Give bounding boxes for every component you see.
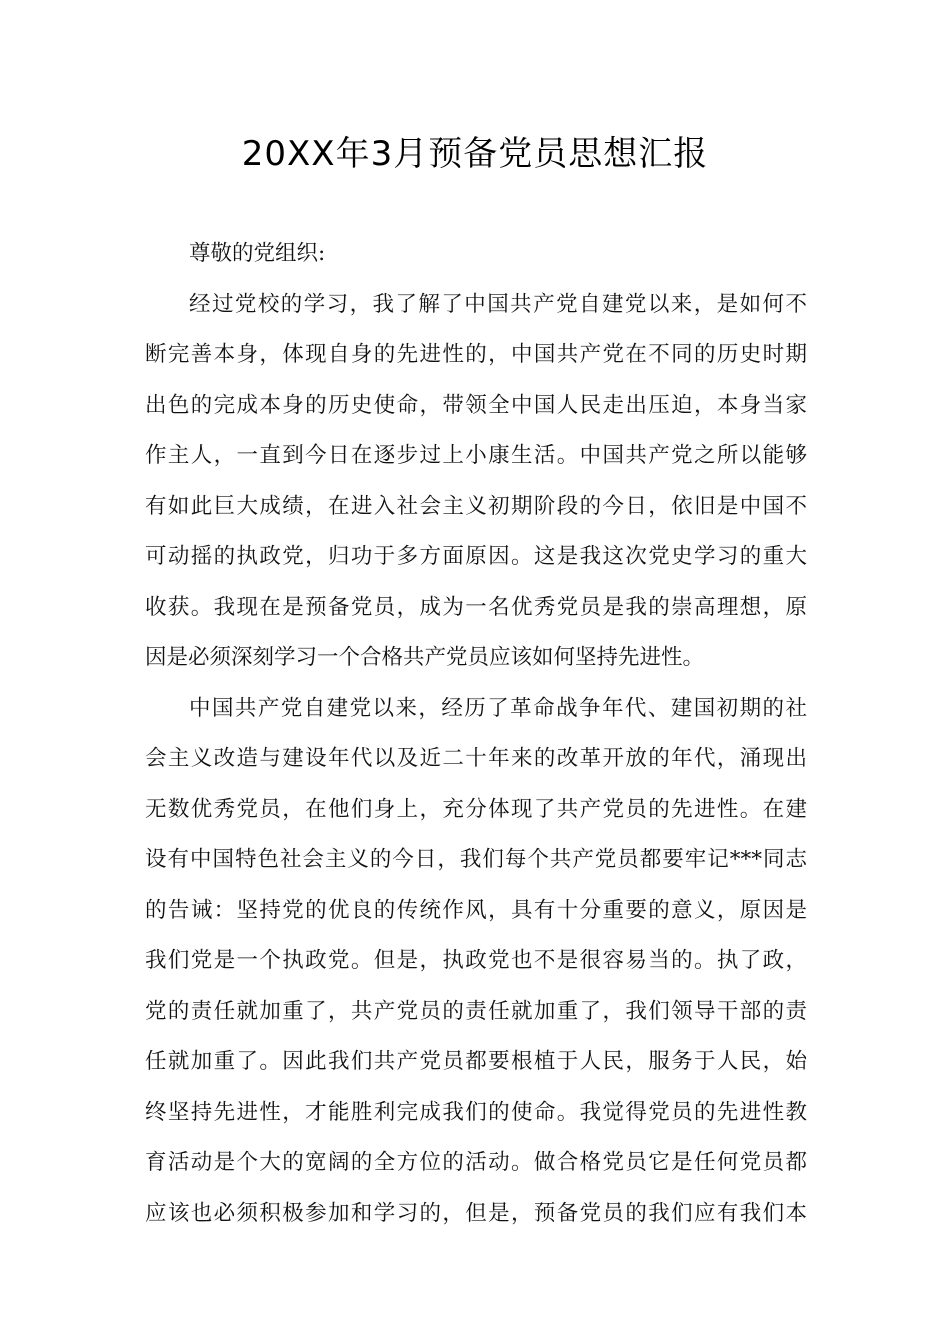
document-title: 20XX年3月预备党员思想汇报 bbox=[241, 134, 709, 174]
paragraph-line: 有如此巨大成绩，在进入社会主义初期阶段的今日，依旧是中国不 bbox=[145, 493, 807, 519]
paragraph-line: 任就加重了。因此我们共产党员都要根植于人民，服务于人民，始 bbox=[145, 1049, 807, 1074]
paragraph-line: 党的责任就加重了，共产党员的责任就加重了，我们领导干部的责 bbox=[145, 998, 807, 1024]
paragraph-line: 可动摇的执政党，归功于多方面原因。这是我这次党史学习的重大 bbox=[145, 544, 807, 569]
paragraph-line: 无数优秀党员，在他们身上，充分体现了共产党员的先进性。在建 bbox=[145, 796, 807, 822]
document-body bbox=[145, 229, 807, 1239]
salutation: 尊敬的党组织: bbox=[189, 241, 326, 266]
paragraph-1 bbox=[145, 280, 807, 684]
paragraph-line: 设有中国特色社会主义的今日，我们每个共产党员都要牢记***同志 bbox=[145, 847, 807, 872]
paragraph-line: 我们党是一个执政党。但是，执政党也不是很容易当的。执了政， bbox=[145, 948, 807, 973]
paragraph-line: 收获。我现在是预备党员，成为一名优秀党员是我的崇高理想，原 bbox=[145, 594, 807, 620]
paragraph-line: 经过党校的学习，我了解了中国共产党自建党以来，是如何不 bbox=[189, 291, 807, 317]
paragraph-line: 出色的完成本身的历史使命，带领全中国人民走出压迫，本身当家 bbox=[145, 392, 807, 418]
paragraph-line: 终坚持先进性，才能胜利完成我们的使命。我觉得党员的先进性教 bbox=[145, 1099, 807, 1125]
paragraph-line: 中国共产党自建党以来，经历了革命战争年代、建国初期的社 bbox=[189, 695, 807, 721]
paragraph-line: 断完善本身，体现自身的先进性的，中国共产党在不同的历史时期 bbox=[145, 342, 807, 367]
paragraph-line: 育活动是个大的宽阔的全方位的活动。做合格党员它是任何党员都 bbox=[145, 1150, 807, 1175]
paragraph-line: 应该也必须积极参加和学习的，但是，预备党员的我们应有我们本 bbox=[145, 1200, 807, 1226]
paragraph-line: 作主人，一直到今日在逐步过上小康生活。中国共产党之所以能够 bbox=[145, 443, 807, 468]
paragraph-line: 的告诫：坚持党的优良的传统作风，具有十分重要的意义，原因是 bbox=[145, 897, 807, 923]
paragraph-2 bbox=[145, 684, 807, 1240]
paragraph-line: 因是必须深刻学习一个合格共产党员应该如何坚持先进性。 bbox=[145, 645, 705, 670]
paragraph-line: 会主义改造与建设年代以及近二十年来的改革开放的年代，涌现出 bbox=[145, 746, 807, 771]
